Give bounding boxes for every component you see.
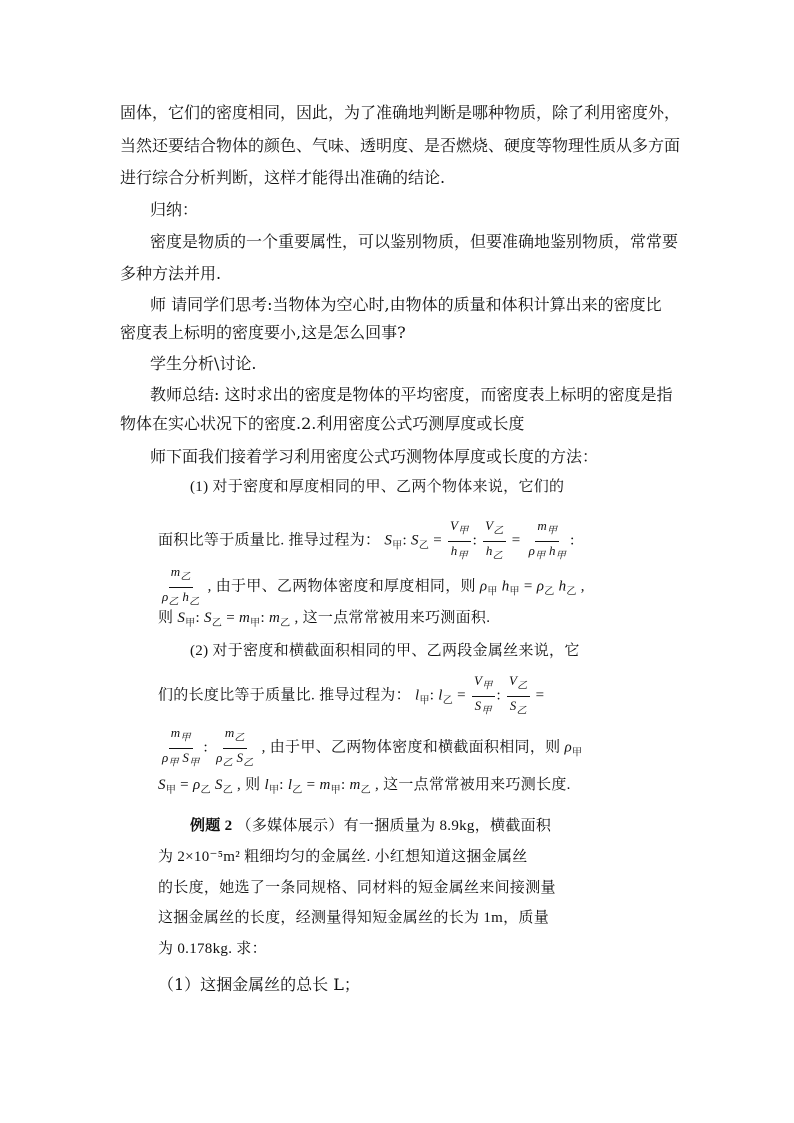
- fraction: $\frac{V_乙}{S_乙}$: [509, 673, 528, 717]
- derivation-line: 则 $S_甲$: $S_乙 = m_甲$: $m_乙$ , 这一点常常被用来巧测面积.: [158, 610, 491, 629]
- derivation-line: (1) 对于密度和厚度相同的甲、乙两个物体来说，它们的: [190, 479, 565, 495]
- paragraph-line: 进行综合分析判断，这样才能得出准确的结论.: [120, 168, 446, 187]
- derivation-text: , 由于甲、乙两物体密度和厚度相同，则: [207, 578, 476, 595]
- paragraph-line: 师下面我们接着学习利用密度公式巧测物体厚度或长度的方法：: [150, 447, 599, 466]
- derivation-line: (2) 对于密度和横截面积相同的甲、乙两段金属丝来说，它: [190, 643, 580, 659]
- paragraph-line: 物体在实心状况下的密度.2.利用密度公式巧测厚度或长度: [120, 414, 525, 433]
- derivation-formula-area: 们的长度比等于质量比. 推导过程为： $l_甲$: $l_乙$ = $\frac{V_甲}{S_甲}$ : $\frac{V_乙}{S_乙}$ =: [158, 672, 544, 722]
- fraction: $\frac{m_乙}{\rho_乙 h_乙}$: [162, 564, 200, 608]
- fraction: $\frac{m_甲}{\rho_甲 S_甲}$: [162, 725, 200, 769]
- question-line: （1）这捆金属丝的总长 L；: [158, 975, 360, 994]
- derivation-line: $S_甲 = \rho_乙$ $S_乙$ , 则 $l_甲$: $l_乙 = m_甲$: $m_乙$ , 这一点常常被用来巧测长度.: [158, 777, 571, 796]
- paragraph-line: 多种方法并用.: [120, 264, 222, 283]
- example-label: 例题 2: [190, 818, 233, 834]
- example-line: 例题 2 （多媒体展示）有一捆质量为 8.9kg，横截面积: [190, 818, 552, 834]
- fraction: $\frac{m_乙}{\rho_乙 S_乙}$: [216, 725, 254, 769]
- derivation-text: 面积比等于质量比. 推导过程为：: [158, 532, 381, 549]
- derivation-formula-area: $\frac{m_乙}{\rho_乙 h_乙}$ , 由于甲、乙两物体密度和厚度相同，则 $\rho_甲$ $h_甲 = \rho_乙$ $h_乙$ ,: [158, 563, 585, 613]
- example-line: 为 2×10⁻⁵m² 粗细均匀的金属丝. 小红想知道这捆金属丝: [158, 849, 528, 865]
- fraction: $\frac{V_甲}{S_甲}$: [473, 673, 493, 717]
- heading-summary: 归纳：: [150, 200, 199, 219]
- fraction: $\frac{V_乙}{h_乙}$: [485, 518, 504, 562]
- paragraph-line: 教师总结: 这时求出的密度是物体的平均密度，而密度表上标明的密度是指: [150, 385, 673, 404]
- paragraph-line: 师 请同学们思考:当物体为空心时,由物体的质量和体积计算出来的密度比: [150, 295, 662, 314]
- derivation-text: 们的长度比等于质量比. 推导过程为：: [158, 687, 411, 704]
- example-line: 的长度，她选了一条同规格、同材料的短金属丝来间接测量: [158, 880, 556, 896]
- fraction: $\frac{m_甲}{\rho_甲 h_甲}$: [528, 518, 567, 562]
- fraction: $\frac{V_甲}{h_甲}$: [450, 518, 469, 562]
- paragraph-line: 密度表上标明的密度要小,这是怎么回事?: [120, 323, 406, 342]
- derivation-formula-area: 面积比等于质量比. 推导过程为： $S_甲$: $S_乙$ = $\frac{V_甲}{h_甲}$ : $\frac{V_乙}{h_乙}$ = $\frac{m_甲}{\rho_甲 h_甲}$ :: [158, 517, 575, 567]
- paragraph-line: 学生分析\讨论.: [150, 354, 257, 373]
- derivation-formula-area: $\frac{m_甲}{\rho_甲 S_甲}$ : $\frac{m_乙}{\rho_乙 S_乙}$ , 由于甲、乙两物体密度和横截面积相同，则 $\rho_甲$: [158, 724, 582, 774]
- example-line: 为 0.178kg. 求：: [158, 941, 267, 957]
- paragraph-line: 密度是物质的一个重要属性，可以鉴别物质，但要准确地鉴别物质，常常要: [150, 232, 679, 251]
- paragraph-line: 固体，它们的密度相同，因此，为了准确地判断是哪种物质，除了利用密度外，: [120, 103, 681, 122]
- example-line: 这捆金属丝的长度，经测量得知短金属丝的长为 1m，质量: [158, 910, 550, 926]
- derivation-text: , 由于甲、乙两物体密度和横截面积相同，则: [261, 739, 561, 756]
- paragraph-line: 当然还要结合物体的颜色、气味、透明度、是否燃烧、硬度等物理性质从多方面: [120, 136, 681, 155]
